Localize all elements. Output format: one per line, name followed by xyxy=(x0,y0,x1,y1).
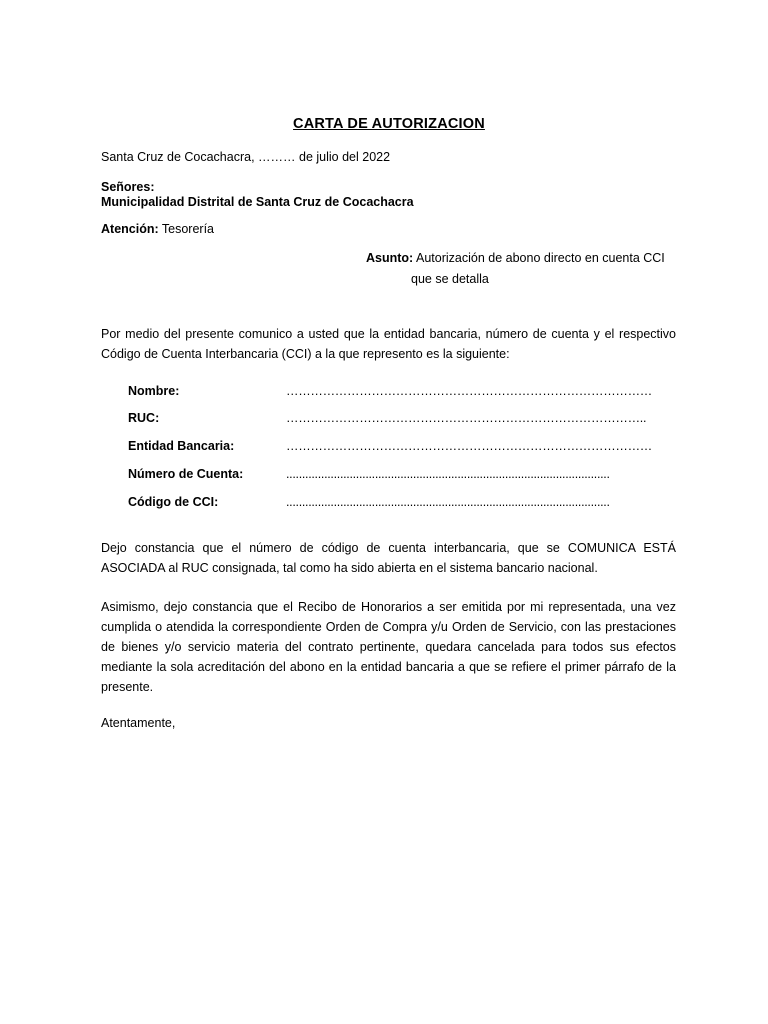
field-label-entidad: Entidad Bancaria: xyxy=(128,439,235,453)
place-date: Santa Cruz de Cocachacra, ……… de julio del 2022 xyxy=(101,150,391,164)
addressee-label: Señores: xyxy=(101,180,155,194)
closing: Atentamente, xyxy=(101,716,176,730)
field-dots-cci: ...................................................................................................... xyxy=(286,495,610,509)
subject-text-1: Autorización de abono directo en cuenta CCI xyxy=(416,251,665,265)
attention-value: Tesorería xyxy=(161,222,214,236)
asimismo-paragraph: Asimismo, dejo constancia que el Recibo de Honorarios a ser emitida por mi representada, una vez cumplida o atendida la correspondiente Orden de Compra y/u Orden de Servicio, con las prestaciones de bienes y/o servicio materia del contrato pertinente, quedara cancelada para todos sus efectos mediante la sola acreditación del abono en la entidad bancaria a que se refiere el primer párrafo de la presente. xyxy=(101,600,676,694)
subject-line xyxy=(366,251,665,265)
attention-line xyxy=(101,222,214,236)
field-label-cci: Código de CCI: xyxy=(128,495,219,509)
addressee-name: Municipalidad Distrital de Santa Cruz de Cocachacra xyxy=(101,195,414,209)
field-label-nombre: Nombre: xyxy=(128,384,180,398)
subject-label: Asunto: xyxy=(366,251,414,265)
attention-label: Atención: xyxy=(101,222,159,236)
subject-text-2: que se detalla xyxy=(411,272,489,286)
field-label-ruc: RUC: xyxy=(128,411,160,425)
constancia-paragraph: Dejo constancia que el número de código de cuenta interbancaria, que se COMUNICA ESTÁ ASOCIADA al RUC consignada, tal como ha sido abierta en el sistema bancario nacional. xyxy=(101,541,676,575)
field-dots-nombre: ……………………………………………………………………………… xyxy=(286,384,653,398)
field-dots-cuenta: ...................................................................................................... xyxy=(286,467,610,481)
field-label-cuenta: Número de Cuenta: xyxy=(128,467,244,481)
field-dots-ruc: …………………………………………………………………………….. xyxy=(286,411,647,425)
letter-title: CARTA DE AUTORIZACION xyxy=(293,116,485,132)
field-dots-entidad: ……………………………………………………………………………… xyxy=(286,439,653,453)
intro-paragraph: Por medio del presente comunico a usted que la entidad bancaria, número de cuenta y el respectivo Código de Cuenta Interbancaria (CCI) a la que represento es la siguiente: xyxy=(101,327,676,361)
